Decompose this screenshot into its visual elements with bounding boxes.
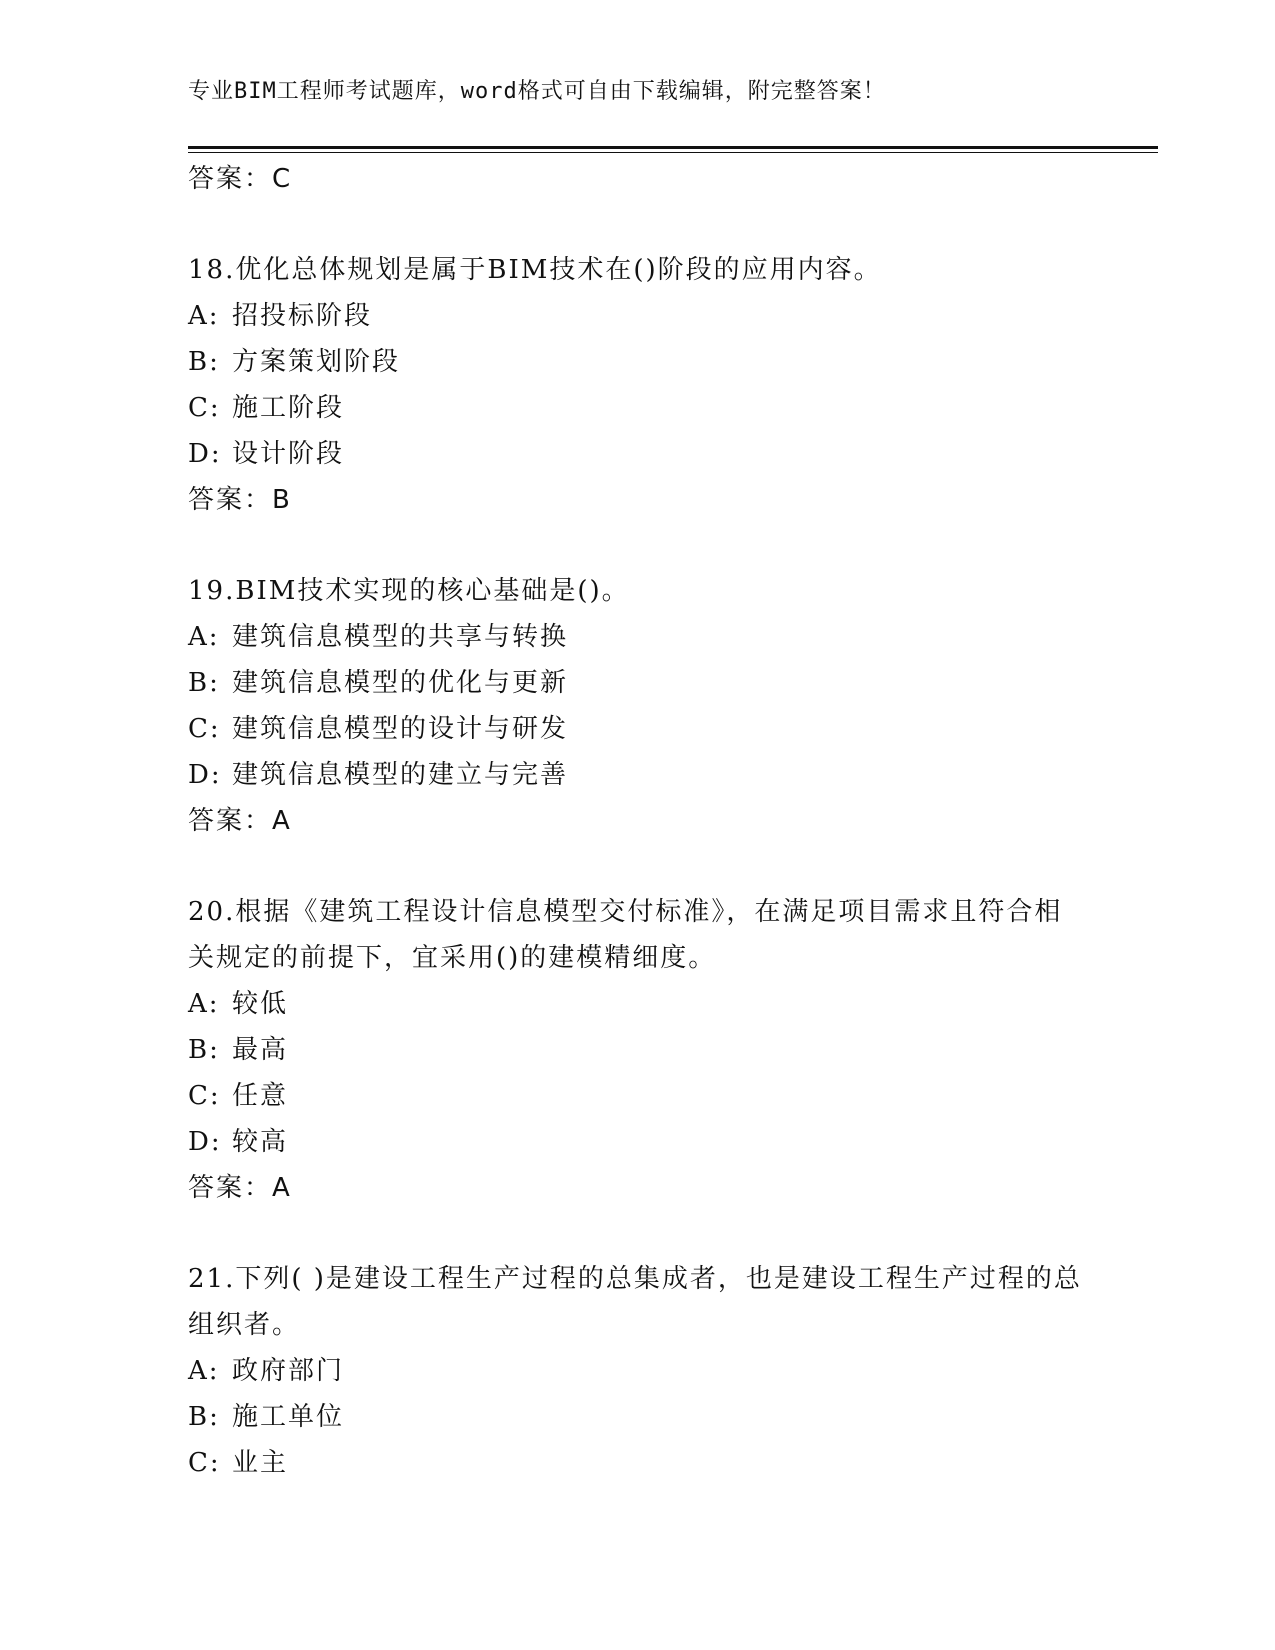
- question-18: [188, 247, 1088, 523]
- option-letter: B:: [188, 347, 220, 377]
- option-b: [188, 1027, 1088, 1073]
- option-d: [188, 431, 1088, 477]
- option-letter: D:: [188, 439, 222, 469]
- option-letter: D:: [188, 1127, 222, 1157]
- option-letter: C:: [188, 1448, 221, 1478]
- question-answer: 答案：A: [188, 806, 292, 836]
- question-answer: 答案：B: [188, 485, 292, 515]
- question-stem: 19.BIM技术实现的核心基础是()。: [188, 576, 630, 606]
- header-rule-thick: [188, 146, 1158, 149]
- option-letter: A:: [188, 989, 220, 1019]
- option-letter: C:: [188, 714, 221, 744]
- question-answer: 答案：A: [188, 1173, 292, 1203]
- option-text: 建筑信息模型的建立与完善: [232, 760, 569, 790]
- option-a: [188, 1348, 1088, 1394]
- option-d: [188, 1119, 1088, 1165]
- option-text: 施工阶段: [232, 393, 345, 423]
- option-text: 最高: [232, 1035, 289, 1065]
- option-text: 建筑信息模型的共享与转换: [232, 622, 569, 652]
- option-letter: B:: [188, 668, 220, 698]
- question-21: [188, 1256, 1088, 1486]
- option-letter: B:: [188, 1035, 220, 1065]
- option-letter: C:: [188, 1081, 221, 1111]
- option-text: 较低: [232, 989, 289, 1019]
- option-text: 较高: [232, 1127, 289, 1157]
- option-text: 任意: [232, 1081, 289, 1111]
- option-d: [188, 752, 1088, 798]
- option-letter: C:: [188, 393, 221, 423]
- option-b: [188, 660, 1088, 706]
- option-letter: A:: [188, 301, 220, 331]
- option-letter: A:: [188, 1356, 220, 1386]
- question-19: [188, 568, 1088, 844]
- option-b: [188, 1394, 1088, 1440]
- option-a: [188, 614, 1088, 660]
- option-text: 政府部门: [232, 1356, 345, 1386]
- option-a: [188, 293, 1088, 339]
- option-letter: B:: [188, 1402, 220, 1432]
- option-text: 施工单位: [232, 1402, 345, 1432]
- option-text: 建筑信息模型的优化与更新: [232, 668, 569, 698]
- option-c: [188, 385, 1088, 431]
- option-a: [188, 981, 1088, 1027]
- question-stem: 20.根据《建筑工程设计信息模型交付标准》，在满足项目需求且符合相关规定的前提下，宜采用()的建模精细度。: [188, 897, 1063, 973]
- option-letter: A:: [188, 622, 220, 652]
- option-b: [188, 339, 1088, 385]
- page-header: 专业BIM工程师考试题库，word格式可自由下载编辑，附完整答案！: [188, 79, 886, 104]
- document-body: [188, 156, 1088, 1486]
- option-c: [188, 1440, 1088, 1486]
- question-20: [188, 889, 1088, 1211]
- option-c: [188, 1073, 1088, 1119]
- option-text: 方案策划阶段: [232, 347, 401, 377]
- question-stem: 21.下列( )是建设工程生产过程的总集成者，也是建设工程生产过程的总组织者。: [188, 1264, 1082, 1340]
- previous-answer: 答案：C: [188, 164, 293, 194]
- option-text: 招投标阶段: [232, 301, 373, 331]
- option-letter: D:: [188, 760, 222, 790]
- option-text: 建筑信息模型的设计与研发: [232, 714, 569, 744]
- header-rule-thin: [188, 152, 1158, 153]
- option-c: [188, 706, 1088, 752]
- question-stem: 18.优化总体规划是属于BIM技术在()阶段的应用内容。: [188, 255, 882, 285]
- option-text: 业主: [232, 1448, 289, 1478]
- option-text: 设计阶段: [232, 439, 345, 469]
